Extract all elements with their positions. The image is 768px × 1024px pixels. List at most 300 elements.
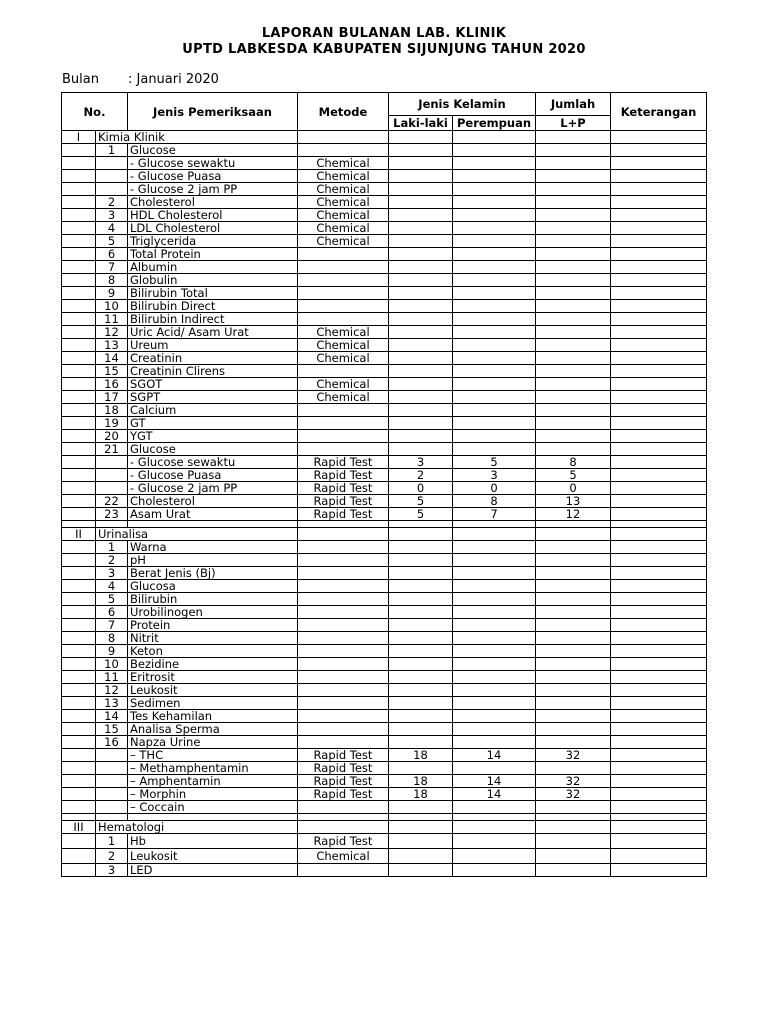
note-cell — [611, 313, 707, 326]
method-cell: Rapid Test — [298, 788, 389, 801]
male-count — [389, 710, 453, 723]
section-cell — [62, 196, 96, 209]
report-title-line1: LAPORAN BULANAN LAB. KLINIK — [261, 26, 507, 41]
table-row — [62, 248, 707, 261]
total-count — [536, 658, 611, 671]
item-number: 7 — [96, 261, 128, 274]
table-row — [62, 684, 707, 697]
female-count — [453, 196, 536, 209]
male-count — [389, 645, 453, 658]
method-cell: Rapid Test — [298, 762, 389, 775]
exam-name: Tes Kehamilan — [128, 710, 298, 723]
female-count — [453, 619, 536, 632]
female-count — [453, 313, 536, 326]
note-cell — [611, 352, 707, 365]
item-number: 8 — [96, 274, 128, 287]
female-count — [453, 430, 536, 443]
note-cell — [611, 222, 707, 235]
header-no: No. — [62, 93, 128, 131]
male-count — [389, 352, 453, 365]
total-count — [536, 632, 611, 645]
note-cell — [611, 762, 707, 775]
total-count — [536, 864, 611, 877]
header-jenis-pemeriksaan: Jenis Pemeriksaan — [128, 93, 298, 131]
male-count — [389, 554, 453, 567]
table-row — [62, 417, 707, 430]
method-cell — [298, 521, 389, 528]
total-count — [536, 365, 611, 378]
table-row — [62, 645, 707, 658]
male-count: 2 — [389, 469, 453, 482]
note-cell — [611, 365, 707, 378]
total-count — [536, 209, 611, 222]
note-cell — [611, 469, 707, 482]
note-cell — [611, 378, 707, 391]
table-row — [62, 469, 707, 482]
female-count — [453, 849, 536, 864]
male-count — [389, 658, 453, 671]
male-count — [389, 632, 453, 645]
note-cell — [611, 131, 707, 144]
note-cell — [611, 580, 707, 593]
exam-name: Cholesterol — [128, 196, 298, 209]
exam-name: Albumin — [128, 261, 298, 274]
total-count — [536, 834, 611, 849]
item-number — [96, 482, 128, 495]
total-count — [536, 261, 611, 274]
female-count — [453, 671, 536, 684]
method-cell — [298, 684, 389, 697]
exam-name: Glucose — [128, 144, 298, 157]
header-jumlah: Jumlah — [536, 93, 611, 116]
female-count: 5 — [453, 456, 536, 469]
note-cell — [611, 723, 707, 736]
exam-name: – Methamphentamin — [128, 762, 298, 775]
exam-name: – Coccain — [128, 801, 298, 814]
method-cell: Chemical — [298, 378, 389, 391]
note-cell — [611, 658, 707, 671]
exam-name: Nitrit — [128, 632, 298, 645]
male-count — [389, 834, 453, 849]
method-cell — [298, 658, 389, 671]
total-count: 32 — [536, 788, 611, 801]
report-title-line2: UPTD LABKESDA KABUPATEN SIJUNJUNG TAHUN 2020 — [182, 42, 586, 57]
total-count — [536, 821, 611, 834]
total-count — [536, 248, 611, 261]
male-count — [389, 821, 453, 834]
item-number: 5 — [96, 593, 128, 606]
exam-name: Glucosa — [128, 580, 298, 593]
method-cell — [298, 619, 389, 632]
table-row — [62, 593, 707, 606]
method-cell — [298, 864, 389, 877]
header-keterangan: Keterangan — [611, 93, 707, 131]
section-cell — [62, 209, 96, 222]
note-cell — [611, 521, 707, 528]
female-count — [453, 554, 536, 567]
total-count — [536, 710, 611, 723]
female-count — [453, 593, 536, 606]
header-metode: Metode — [298, 93, 389, 131]
male-count — [389, 274, 453, 287]
note-cell — [611, 404, 707, 417]
table-row — [62, 378, 707, 391]
exam-name: SGPT — [128, 391, 298, 404]
section-cell — [62, 430, 96, 443]
exam-name: Protein — [128, 619, 298, 632]
female-count — [453, 183, 536, 196]
exam-name: - Glucose 2 jam PP — [128, 183, 298, 196]
method-cell — [298, 801, 389, 814]
method-cell — [298, 580, 389, 593]
section-cell — [62, 684, 96, 697]
exam-name: Urobilinogen — [128, 606, 298, 619]
item-number: 20 — [96, 430, 128, 443]
item-number — [96, 801, 128, 814]
item-number: 17 — [96, 391, 128, 404]
female-count — [453, 261, 536, 274]
item-number: 18 — [96, 404, 128, 417]
method-cell — [298, 430, 389, 443]
note-cell — [611, 209, 707, 222]
note-cell — [611, 183, 707, 196]
table-row — [62, 391, 707, 404]
note-cell — [611, 834, 707, 849]
male-count — [389, 222, 453, 235]
male-count — [389, 697, 453, 710]
exam-name: Bilirubin Total — [128, 287, 298, 300]
male-count — [389, 235, 453, 248]
method-cell: Chemical — [298, 326, 389, 339]
male-count — [389, 248, 453, 261]
table-row — [62, 801, 707, 814]
female-count — [453, 801, 536, 814]
table-row — [62, 183, 707, 196]
female-count — [453, 170, 536, 183]
table-row — [62, 287, 707, 300]
exam-name: Analisa Sperma — [128, 723, 298, 736]
total-count — [536, 554, 611, 567]
table-row — [62, 170, 707, 183]
item-number: 10 — [96, 300, 128, 313]
male-count — [389, 300, 453, 313]
note-cell — [611, 287, 707, 300]
total-count: 0 — [536, 482, 611, 495]
total-count: 8 — [536, 456, 611, 469]
female-count — [453, 736, 536, 749]
female-count — [453, 404, 536, 417]
note-cell — [611, 864, 707, 877]
section-row — [62, 821, 707, 834]
note-cell — [611, 417, 707, 430]
exam-name: – THC — [128, 749, 298, 762]
note-cell — [611, 697, 707, 710]
note-cell — [611, 300, 707, 313]
section-cell — [62, 482, 96, 495]
exam-name: Warna — [128, 541, 298, 554]
exam-name: Calcium — [128, 404, 298, 417]
male-count: 5 — [389, 495, 453, 508]
table-row — [62, 456, 707, 469]
section-cell — [62, 287, 96, 300]
total-count: 32 — [536, 775, 611, 788]
section-cell — [62, 170, 96, 183]
male-count — [389, 209, 453, 222]
item-number — [96, 157, 128, 170]
month-label: Bulan — [62, 72, 99, 87]
female-count — [453, 248, 536, 261]
method-cell — [298, 541, 389, 554]
exam-name: - Glucose Puasa — [128, 469, 298, 482]
method-cell: Chemical — [298, 339, 389, 352]
total-count — [536, 391, 611, 404]
method-cell: Chemical — [298, 235, 389, 248]
male-count — [389, 378, 453, 391]
male-count — [389, 196, 453, 209]
table-row — [62, 430, 707, 443]
total-count — [536, 762, 611, 775]
spacer-row — [62, 521, 707, 528]
table-row — [62, 352, 707, 365]
item-number: 13 — [96, 697, 128, 710]
male-count: 5 — [389, 508, 453, 521]
note-cell — [611, 248, 707, 261]
item-number — [96, 469, 128, 482]
note-cell — [611, 736, 707, 749]
item-number: 4 — [96, 580, 128, 593]
note-cell — [611, 235, 707, 248]
note-cell — [611, 482, 707, 495]
note-cell — [611, 274, 707, 287]
note-cell — [611, 645, 707, 658]
method-cell — [298, 554, 389, 567]
total-count — [536, 849, 611, 864]
section-cell — [62, 567, 96, 580]
exam-name: Bilirubin — [128, 593, 298, 606]
section-cell — [62, 645, 96, 658]
item-number: 23 — [96, 508, 128, 521]
female-count — [453, 300, 536, 313]
male-count — [389, 170, 453, 183]
female-count — [453, 697, 536, 710]
exam-name: Bilirubin Direct — [128, 300, 298, 313]
header-laki-laki: Laki-laki — [389, 116, 453, 131]
section-cell — [62, 495, 96, 508]
item-number: 3 — [96, 567, 128, 580]
item-number: 2 — [96, 849, 128, 864]
section-cell — [62, 326, 96, 339]
total-count — [536, 723, 611, 736]
total-count — [536, 697, 611, 710]
section-cell — [62, 632, 96, 645]
total-count — [536, 313, 611, 326]
exam-name: Triglycerida — [128, 235, 298, 248]
exam-name: Leukosit — [128, 684, 298, 697]
total-count — [536, 378, 611, 391]
section-title: Urinalisa — [96, 528, 298, 541]
table-row — [62, 196, 707, 209]
exam-name: Berat Jenis (Bj) — [128, 567, 298, 580]
male-count — [389, 606, 453, 619]
total-count — [536, 541, 611, 554]
male-count — [389, 365, 453, 378]
report-table — [61, 92, 707, 877]
total-count — [536, 567, 611, 580]
total-count — [536, 157, 611, 170]
exam-name: - Glucose sewaktu — [128, 157, 298, 170]
item-number — [96, 788, 128, 801]
female-count: 14 — [453, 775, 536, 788]
month-value: : Januari 2020 — [128, 72, 219, 87]
female-count — [453, 235, 536, 248]
note-cell — [611, 391, 707, 404]
female-count — [453, 541, 536, 554]
male-count — [389, 326, 453, 339]
exam-name: SGOT — [128, 378, 298, 391]
method-cell — [298, 528, 389, 541]
section-row — [62, 131, 707, 144]
male-count: 18 — [389, 775, 453, 788]
male-count — [389, 723, 453, 736]
note-cell — [611, 788, 707, 801]
exam-name: Bezidine — [128, 658, 298, 671]
table-row — [62, 580, 707, 593]
note-cell — [611, 684, 707, 697]
male-count — [389, 814, 453, 821]
table-row — [62, 736, 707, 749]
section-cell — [62, 222, 96, 235]
male-count — [389, 801, 453, 814]
exam-name: Glucose — [128, 443, 298, 456]
exam-name: Leukosit — [128, 849, 298, 864]
table-row — [62, 541, 707, 554]
section-cell — [62, 274, 96, 287]
male-count — [389, 671, 453, 684]
exam-name: LDL Cholesterol — [128, 222, 298, 235]
method-cell: Rapid Test — [298, 482, 389, 495]
note-cell — [611, 495, 707, 508]
male-count — [389, 864, 453, 877]
table-row — [62, 157, 707, 170]
female-count — [453, 710, 536, 723]
section-cell — [62, 849, 96, 864]
item-number: 6 — [96, 606, 128, 619]
exam-name: Globulin — [128, 274, 298, 287]
male-count — [389, 849, 453, 864]
item-number: 21 — [96, 443, 128, 456]
item-number: 9 — [96, 287, 128, 300]
item-number: 14 — [96, 710, 128, 723]
exam-name: YGT — [128, 430, 298, 443]
note-cell — [611, 775, 707, 788]
female-count — [453, 378, 536, 391]
method-cell — [298, 567, 389, 580]
total-count: 12 — [536, 508, 611, 521]
female-count — [453, 352, 536, 365]
item-number: 10 — [96, 658, 128, 671]
method-cell: Rapid Test — [298, 508, 389, 521]
section-cell — [62, 762, 96, 775]
table-row — [62, 834, 707, 849]
table-row — [62, 864, 707, 877]
male-count — [389, 144, 453, 157]
female-count: 3 — [453, 469, 536, 482]
total-count — [536, 300, 611, 313]
method-cell — [298, 671, 389, 684]
female-count — [453, 658, 536, 671]
male-count — [389, 736, 453, 749]
table-row — [62, 339, 707, 352]
total-count — [536, 528, 611, 541]
male-count — [389, 684, 453, 697]
male-count: 18 — [389, 749, 453, 762]
section-number: I — [62, 131, 96, 144]
section-cell — [62, 723, 96, 736]
section-row — [62, 528, 707, 541]
table-row — [62, 313, 707, 326]
table-row — [62, 762, 707, 775]
method-cell: Rapid Test — [298, 834, 389, 849]
male-count — [389, 762, 453, 775]
exam-name: LED — [128, 864, 298, 877]
table-row — [62, 619, 707, 632]
table-row — [62, 567, 707, 580]
male-count: 3 — [389, 456, 453, 469]
male-count — [389, 443, 453, 456]
exam-name: Eritrosit — [128, 671, 298, 684]
item-number — [96, 183, 128, 196]
male-count — [389, 528, 453, 541]
total-count — [536, 443, 611, 456]
table-row — [62, 606, 707, 619]
female-count — [453, 521, 536, 528]
section-cell — [62, 443, 96, 456]
note-cell — [611, 632, 707, 645]
table-row — [62, 710, 707, 723]
method-cell — [298, 365, 389, 378]
method-cell — [298, 404, 389, 417]
total-count — [536, 417, 611, 430]
male-count — [389, 404, 453, 417]
section-cell — [62, 144, 96, 157]
method-cell — [298, 274, 389, 287]
total-count: 5 — [536, 469, 611, 482]
method-cell — [298, 632, 389, 645]
section-cell — [62, 456, 96, 469]
female-count: 14 — [453, 788, 536, 801]
table-row — [62, 508, 707, 521]
item-number: 19 — [96, 417, 128, 430]
total-count — [536, 606, 611, 619]
section-title: Kimia Klinik — [96, 131, 298, 144]
total-count — [536, 684, 611, 697]
male-count — [389, 391, 453, 404]
female-count — [453, 339, 536, 352]
table-row — [62, 209, 707, 222]
method-cell: Chemical — [298, 352, 389, 365]
section-cell — [62, 469, 96, 482]
item-number: 5 — [96, 235, 128, 248]
exam-name: Creatinin — [128, 352, 298, 365]
table-row — [62, 443, 707, 456]
section-cell — [62, 697, 96, 710]
header-jenis-kelamin: Jenis Kelamin — [389, 93, 536, 116]
exam-name: Creatinin Clirens — [128, 365, 298, 378]
note-cell — [611, 430, 707, 443]
female-count — [453, 814, 536, 821]
method-cell: Chemical — [298, 222, 389, 235]
month-line — [62, 72, 219, 87]
